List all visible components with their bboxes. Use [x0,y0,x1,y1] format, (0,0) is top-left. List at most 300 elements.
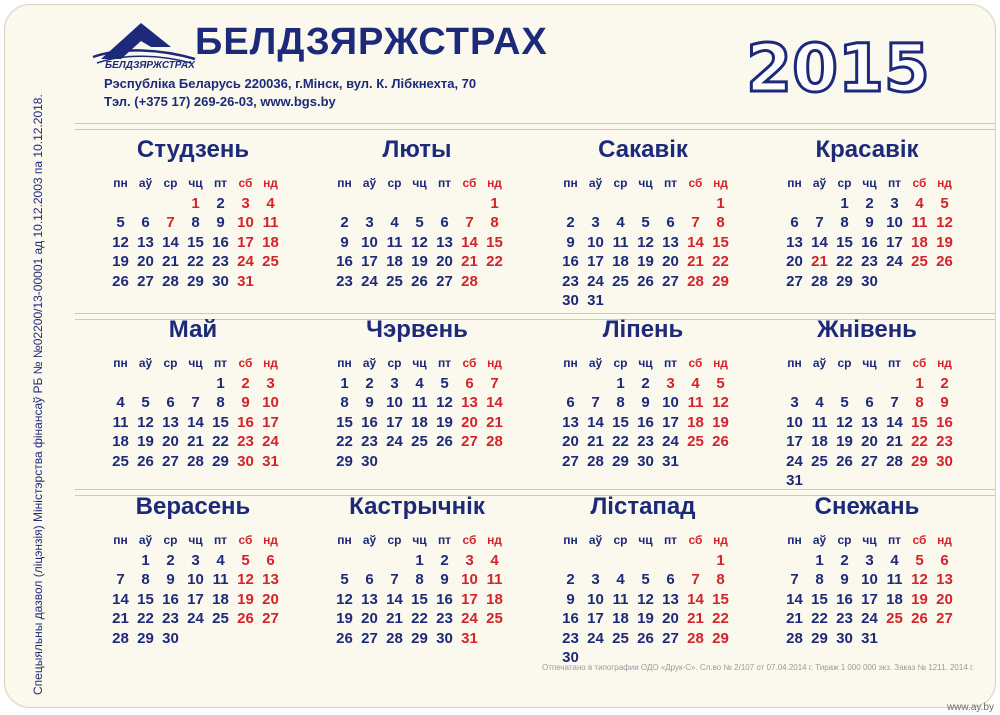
day-cell: 18 [411,413,428,431]
weekday-header: чц [188,356,203,370]
day-cell: 10 [587,590,604,608]
day-cell: 28 [162,272,179,290]
day-cell: 27 [137,272,154,290]
day-cell: 25 [262,253,279,270]
day-cell: 20 [162,433,179,450]
day-cell: 6 [666,571,675,588]
day-cell: 15 [336,413,353,431]
weekday-header: пн [563,176,578,190]
day-cell: 4 [915,194,924,212]
month-block [317,316,517,486]
weekday-header: нд [263,356,278,370]
weekday-header: сб [912,356,927,370]
month-grid [782,174,957,291]
month-block [317,493,517,663]
month-grid [558,531,733,668]
weekday-header: ср [613,176,628,190]
month-name: Ліпень [602,316,684,343]
day-cell: 2 [340,214,349,231]
day-cell: 11 [212,571,229,588]
day-cell: 12 [911,571,928,588]
day-cell: 13 [461,394,478,411]
day-cell: 23 [861,253,878,270]
day-cell: 11 [486,571,503,588]
weekday-header: ср [163,356,178,370]
day-cell: 25 [811,452,828,470]
day-cell: 29 [411,629,428,647]
weekday-header: аў [362,176,377,190]
day-cell: 26 [712,433,729,450]
day-cell: 24 [461,610,478,627]
day-cell: 8 [490,214,499,231]
day-cell: 30 [836,629,853,647]
weekday-header: пт [437,176,452,190]
day-cell: 16 [861,233,878,251]
day-cell: 5 [415,214,424,231]
day-cell: 27 [786,272,803,290]
day-cell: 10 [237,214,254,231]
day-cell: 6 [141,214,150,231]
day-cell: 29 [137,629,154,647]
day-cell: 13 [562,413,579,431]
day-cell: 12 [836,413,853,431]
day-cell: 10 [262,394,279,411]
weekday-header: ср [613,533,628,547]
month-name: Снежань [814,493,920,520]
day-cell: 3 [865,551,874,569]
day-cell: 5 [116,214,125,231]
day-cell: 9 [865,214,874,231]
day-cell: 13 [786,233,803,251]
weekday-header: пт [887,176,902,190]
weekday-header: чц [188,176,203,190]
month-grid [558,354,733,471]
month-grid [108,354,283,471]
day-cell: 9 [940,394,949,411]
weekday-header: пн [563,356,578,370]
day-cell: 7 [166,214,175,231]
day-cell: 7 [815,214,824,231]
weekday-header: чц [638,356,653,370]
day-cell: 14 [687,233,704,251]
day-cell: 17 [187,590,204,608]
day-cell: 29 [336,452,353,470]
day-cell: 1 [716,194,725,212]
weekday-header: пт [663,356,678,370]
day-cell: 1 [191,194,200,212]
weekday-header: пн [337,356,352,370]
day-cell: 25 [486,610,503,627]
weekday-header: пн [563,533,578,547]
day-cell: 14 [687,590,704,608]
day-cell: 25 [612,272,629,290]
day-cell: 26 [112,272,129,290]
day-cell: 27 [361,629,378,647]
day-cell: 25 [911,253,928,270]
month-name: Верасень [135,493,251,520]
day-cell: 19 [637,610,654,627]
day-cell: 8 [216,394,225,411]
day-cell: 6 [865,394,874,411]
day-cell: 19 [836,433,853,450]
day-cell: 2 [241,374,250,392]
day-cell: 7 [116,571,125,588]
weekday-header: нд [713,356,728,370]
weekday-header: нд [487,533,502,547]
month-grid [332,354,507,471]
day-cell: 27 [436,272,453,290]
day-cell: 15 [612,413,629,431]
day-cell: 11 [811,413,828,431]
day-cell: 21 [112,610,129,627]
day-cell: 1 [815,551,824,569]
day-cell: 8 [840,214,849,231]
day-cell: 20 [562,433,579,450]
day-cell: 21 [486,413,503,431]
day-cell: 29 [712,629,729,647]
month-block [93,136,293,306]
day-cell: 30 [861,272,878,290]
day-cell: 13 [436,233,453,251]
day-cell: 28 [786,629,803,647]
day-cell: 20 [461,413,478,431]
day-cell: 10 [886,214,903,231]
day-cell: 11 [612,233,629,251]
weekday-header: пт [437,356,452,370]
weekday-header: пн [787,533,802,547]
day-cell: 18 [112,433,129,450]
day-cell: 2 [566,214,575,231]
day-cell: 15 [187,233,204,251]
day-cell: 9 [216,214,225,231]
day-cell: 22 [911,433,928,450]
weekday-header: пн [787,356,802,370]
day-cell: 15 [911,413,928,431]
day-cell: 9 [365,394,374,411]
day-cell: 26 [411,272,428,290]
day-cell: 2 [365,374,374,392]
day-cell: 22 [336,433,353,450]
weekday-header: аў [588,356,603,370]
weekday-header: чц [638,533,653,547]
weekday-header: аў [138,176,153,190]
day-cell: 23 [562,272,579,290]
day-cell: 10 [662,394,679,411]
day-cell: 14 [886,413,903,431]
day-cell: 13 [662,590,679,608]
day-cell: 26 [336,629,353,647]
day-cell: 4 [616,571,625,588]
day-cell: 30 [936,452,953,470]
day-cell: 18 [612,610,629,627]
day-cell: 17 [461,590,478,608]
day-cell: 17 [861,590,878,608]
day-cell: 19 [712,413,729,431]
weekday-header: нд [263,533,278,547]
year-title [743,25,933,103]
day-cell: 30 [562,292,579,309]
weekday-header: аў [812,533,827,547]
day-cell: 20 [436,253,453,270]
day-cell: 9 [566,233,575,251]
day-cell: 15 [836,233,853,251]
day-cell: 15 [712,590,729,608]
day-cell: 7 [191,394,200,411]
weekday-header: нд [937,356,952,370]
day-cell: 21 [687,253,704,270]
day-cell: 25 [886,610,903,627]
weekday-header: ср [163,176,178,190]
day-cell: 9 [440,571,449,588]
day-cell: 1 [415,551,424,569]
day-cell: 9 [566,590,575,608]
weekday-header: сб [462,176,477,190]
day-cell: 5 [915,551,924,569]
weekday-header: сб [912,533,927,547]
weekday-header: аў [138,533,153,547]
weekday-header: сб [912,176,927,190]
divider-line [75,313,995,314]
day-cell: 20 [861,433,878,450]
day-cell: 20 [137,253,154,270]
day-cell: 24 [361,272,378,290]
license-text: Спецыяльны дазвол (ліцэнзія) Міністэрства фінансаў РБ № №02200/13-00001 ад 10.12.2003 па 10.12.2018. [31,94,45,695]
weekday-header: аў [138,356,153,370]
day-cell: 28 [811,272,828,290]
weekday-header: сб [462,533,477,547]
day-cell: 17 [786,433,803,450]
day-cell: 4 [691,374,700,392]
brand-name: БЕЛДЗЯРЖСТРАХ [195,21,548,63]
weekday-header: пн [113,356,128,370]
day-cell: 12 [637,233,654,251]
day-cell: 21 [386,610,403,627]
day-cell: 24 [587,629,604,647]
day-cell: 25 [112,452,129,470]
weekday-header: аў [362,356,377,370]
month-block [317,136,517,306]
day-cell: 1 [716,551,725,569]
day-cell: 15 [137,590,154,608]
day-cell: 6 [266,551,275,569]
day-cell: 9 [340,233,349,251]
day-cell: 27 [461,433,478,450]
month-name: Май [168,316,218,343]
day-cell: 6 [940,551,949,569]
day-cell: 5 [241,551,250,569]
day-cell: 2 [166,551,175,569]
month-block [767,493,967,663]
month-name: Жнівень [817,316,917,343]
day-cell: 9 [840,571,849,588]
day-cell: 21 [786,610,803,627]
day-cell: 19 [137,433,154,450]
weekday-header: сб [688,533,703,547]
weekday-header: чц [412,533,427,547]
day-cell: 20 [361,610,378,627]
day-cell: 13 [137,233,154,251]
month-grid [332,174,507,291]
day-cell: 23 [436,610,453,627]
day-cell: 16 [436,590,453,608]
day-cell: 27 [262,610,279,627]
day-cell: 5 [840,394,849,411]
day-cell: 13 [936,571,953,588]
day-cell: 26 [936,253,953,270]
day-cell: 8 [716,571,725,588]
day-cell: 31 [786,472,803,489]
day-cell: 12 [712,394,729,411]
weekday-header: чц [638,176,653,190]
day-cell: 22 [836,253,853,270]
weekday-header: нд [713,176,728,190]
day-cell: 27 [861,452,878,470]
day-cell: 23 [637,433,654,450]
day-cell: 22 [187,253,204,270]
day-cell: 23 [212,253,229,270]
day-cell: 2 [840,551,849,569]
day-cell: 26 [637,272,654,290]
month-name: Чэрвень [366,316,468,343]
weekday-header: ср [163,533,178,547]
month-grid [558,174,733,311]
day-cell: 9 [241,394,250,411]
day-cell: 2 [216,194,225,212]
day-cell: 23 [237,433,254,450]
divider-line [75,123,995,124]
day-cell: 8 [340,394,349,411]
day-cell: 4 [490,551,499,569]
day-cell: 19 [336,610,353,627]
day-cell: 16 [836,590,853,608]
day-cell: 28 [587,452,604,470]
day-cell: 10 [861,571,878,588]
day-cell: 24 [587,272,604,290]
day-cell: 3 [365,214,374,231]
day-cell: 29 [612,452,629,470]
day-cell: 3 [790,394,799,411]
day-cell: 1 [490,194,499,212]
day-cell: 23 [162,610,179,627]
day-cell: 12 [436,394,453,411]
day-cell: 16 [162,590,179,608]
day-cell: 21 [886,433,903,450]
day-cell: 12 [936,214,953,231]
day-cell: 24 [786,452,803,470]
weekday-header: пт [663,533,678,547]
day-cell: 15 [811,590,828,608]
weekday-header: аў [588,533,603,547]
month-name: Люты [382,136,452,163]
day-cell: 28 [886,452,903,470]
month-grid [782,354,957,491]
day-cell: 12 [336,590,353,608]
day-cell: 14 [811,233,828,251]
day-cell: 24 [861,610,878,627]
day-cell: 9 [166,571,175,588]
day-cell: 16 [361,413,378,431]
day-cell: 28 [187,452,204,470]
day-cell: 1 [915,374,924,392]
day-cell: 14 [587,413,604,431]
day-cell: 25 [212,610,229,627]
day-cell: 21 [811,253,828,270]
day-cell: 21 [461,253,478,270]
weekday-header: аў [812,356,827,370]
day-cell: 10 [361,233,378,251]
day-cell: 11 [911,214,928,231]
day-cell: 4 [216,551,225,569]
day-cell: 26 [911,610,928,627]
weekday-header: чц [188,533,203,547]
day-cell: 28 [687,629,704,647]
weekday-header: пт [213,533,228,547]
day-cell: 28 [461,272,478,290]
day-cell: 5 [940,194,949,212]
day-cell: 27 [936,610,953,627]
day-cell: 11 [411,394,428,411]
day-cell: 27 [662,629,679,647]
day-cell: 3 [591,214,600,231]
day-cell: 18 [811,433,828,450]
weekday-header: чц [862,356,877,370]
day-cell: 24 [386,433,403,450]
day-cell: 14 [461,233,478,251]
divider-line [75,129,995,130]
day-cell: 24 [237,253,254,270]
day-cell: 10 [386,394,403,411]
day-cell: 20 [662,610,679,627]
day-cell: 11 [886,571,903,588]
day-cell: 16 [212,233,229,251]
day-cell: 31 [861,629,878,647]
weekday-header: ср [837,533,852,547]
weekday-header: ср [387,533,402,547]
month-name: Кастрычнік [349,493,485,520]
day-cell: 18 [687,413,704,431]
day-cell: 16 [237,413,254,431]
day-cell: 3 [591,571,600,588]
day-cell: 25 [386,272,403,290]
weekday-header: чц [412,176,427,190]
day-cell: 20 [262,590,279,608]
weekday-header: пт [213,176,228,190]
day-cell: 21 [587,433,604,450]
day-cell: 15 [411,590,428,608]
day-cell: 23 [836,610,853,627]
day-cell: 22 [212,433,229,450]
day-cell: 1 [216,374,225,392]
day-cell: 11 [612,590,629,608]
weekday-header: аў [812,176,827,190]
day-cell: 12 [637,590,654,608]
month-grid [782,531,957,648]
day-cell: 6 [166,394,175,411]
day-cell: 16 [336,253,353,270]
day-cell: 22 [411,610,428,627]
day-cell: 19 [112,253,129,270]
day-cell: 6 [790,214,799,231]
day-cell: 1 [840,194,849,212]
day-cell: 13 [861,413,878,431]
day-cell: 23 [936,433,953,450]
day-cell: 11 [687,394,704,411]
day-cell: 14 [187,413,204,431]
weekday-header: нд [263,176,278,190]
day-cell: 26 [137,452,154,470]
day-cell: 19 [436,413,453,431]
day-cell: 31 [237,272,254,290]
